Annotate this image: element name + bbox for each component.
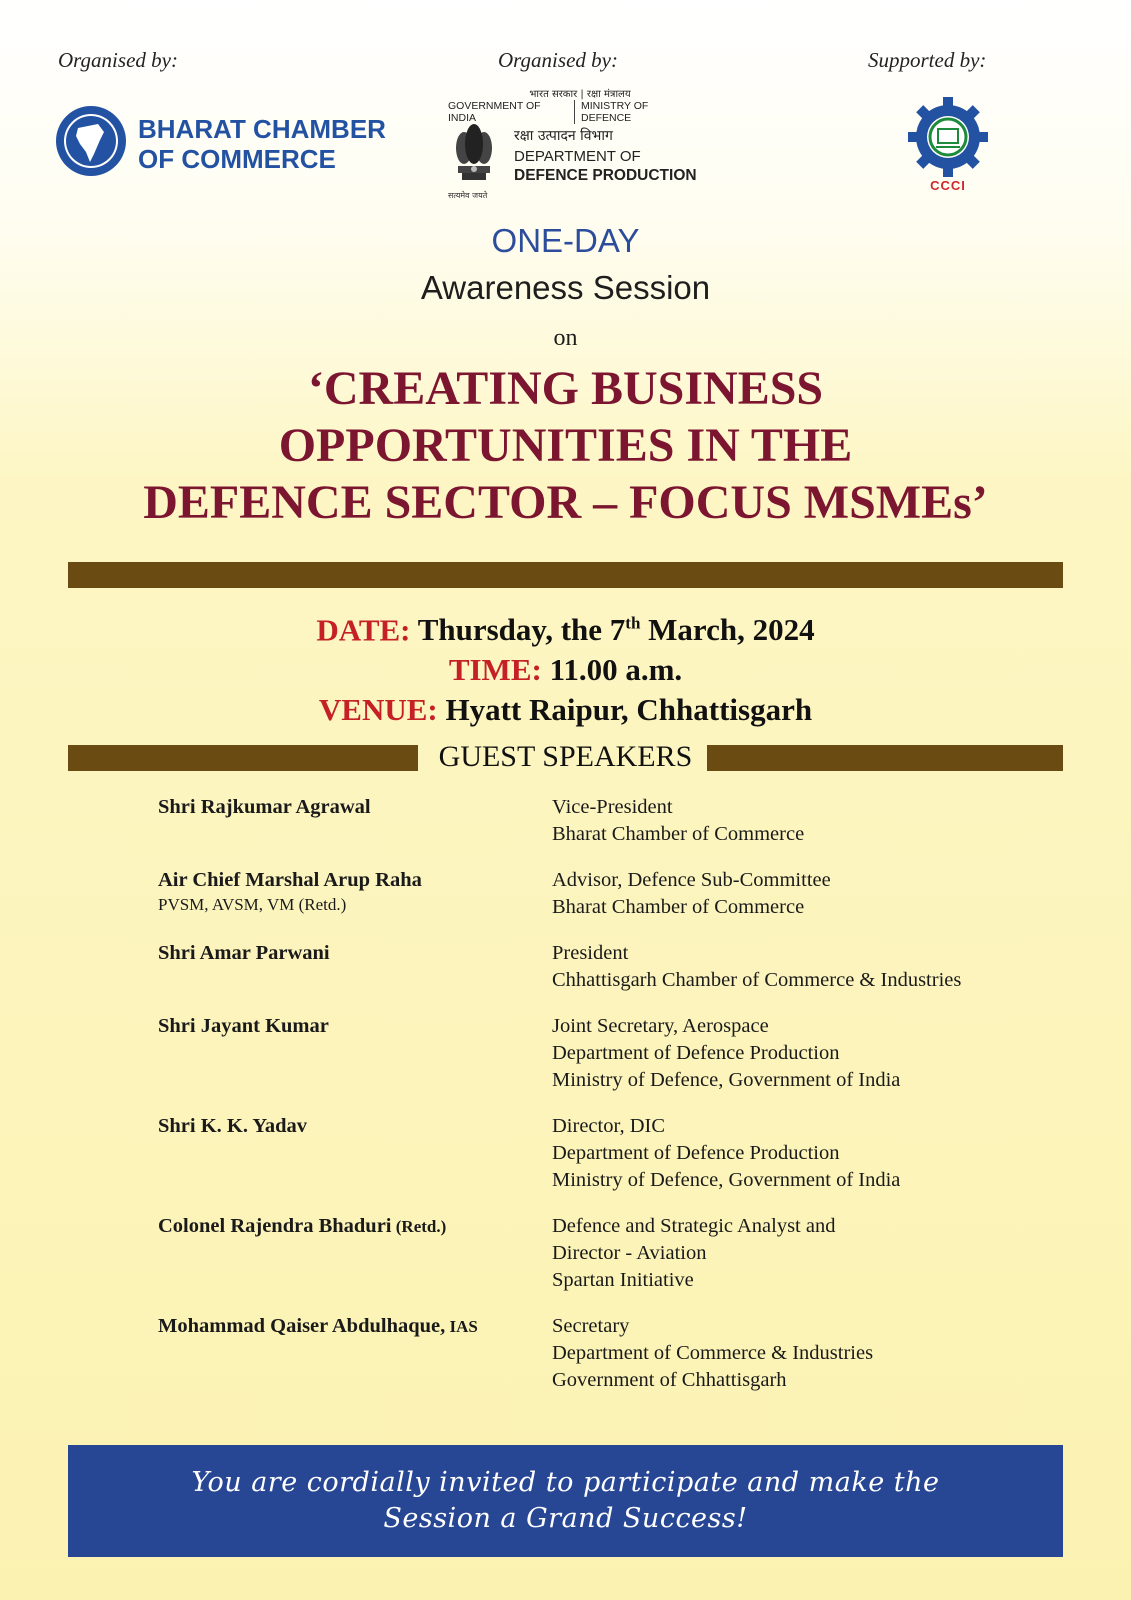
speaker-role: President Chhattisgarh Chamber of Commerce & Industries: [552, 942, 962, 991]
venue-value: Hyatt Raipur, Chhattisgarh: [445, 692, 813, 728]
speaker-name: Shri Jayant Kumar: [158, 1015, 329, 1037]
event-title-line2: OPPORTUNITIES IN THE: [278, 419, 853, 472]
organised-by-label-left: Organised by:: [58, 48, 178, 72]
speaker-role: Director, DIC Department of Defence Production Ministry of Defence, Government of India: [552, 1115, 901, 1191]
organised-by-label-center: Organised by:: [498, 48, 618, 72]
time-label: TIME:: [448, 652, 542, 688]
speaker-name: Shri K. K. Yadav: [158, 1115, 308, 1137]
ddp-line2: DEFENCE PRODUCTION: [514, 167, 697, 184]
date-label: DATE:: [316, 612, 411, 648]
date-line: [0, 604, 1131, 650]
speaker-row: [158, 1213, 1058, 1294]
speaker-role: Defence and Strategic Analyst and Director - Aviation Spartan Initiative: [552, 1215, 836, 1291]
event-details: [0, 604, 1131, 730]
invitation-banner: [68, 1445, 1063, 1557]
speaker-name: Colonel Rajendra Bhaduri (Retd.): [158, 1215, 447, 1237]
gov-hindi-row: भारत सरकार | रक्षा मंत्रालय: [529, 89, 631, 100]
divider-bar-top: [68, 562, 1063, 588]
event-title-line1: ‘CREATING BUSINESS: [307, 362, 824, 415]
speaker-honours: PVSM, AVSM, VM (Retd.): [158, 895, 347, 914]
ccci-logo-text: CCCI: [930, 178, 966, 193]
event-title: [0, 360, 1131, 531]
guest-speakers-heading: GUEST SPEAKERS: [438, 740, 693, 773]
venue-label: VENUE:: [318, 692, 438, 728]
gov-hindi-right: रक्षा मंत्रालय: [586, 89, 631, 100]
on-text: on: [553, 325, 578, 351]
speaker-row: [158, 1313, 1058, 1394]
invitation-line2: Session a Grand Success!: [383, 1503, 748, 1534]
speaker-name: Mohammad Qaiser Abdulhaque, IAS: [158, 1315, 478, 1337]
event-kicker: ONE-DAY: [491, 222, 640, 259]
speaker-row: [158, 1113, 1058, 1194]
speaker-row: [158, 867, 1058, 921]
invitation-line1: You are cordially invited to participate and make the: [191, 1467, 940, 1498]
speaker-name: Shri Amar Parwani: [158, 942, 330, 964]
gov-hindi-left: भारत सरकार: [529, 89, 578, 100]
bcc-emblem-icon: [54, 104, 128, 178]
national-emblem-icon: [452, 118, 496, 188]
time-line: [0, 650, 1131, 690]
venue-line: [0, 690, 1131, 730]
speaker-row: [158, 940, 1058, 994]
date-value: Thursday, the 7th March, 2024: [417, 612, 815, 648]
emblem-motto: सत्यमेव जयते: [448, 191, 488, 200]
bcc-name-line1: BHARAT CHAMBER: [138, 114, 386, 144]
speaker-row: [158, 794, 1058, 848]
speaker-role: Vice-President Bharat Chamber of Commerce: [552, 796, 805, 845]
ministry-of-defence: MINISTRY OF DEFENCE: [581, 100, 649, 124]
speaker-role: Secretary Department of Commerce & Industries Government of Chhattisgarh: [552, 1315, 874, 1391]
speaker-row: [158, 1013, 1058, 1094]
ddp-hindi: रक्षा उत्पादन विभाग: [514, 128, 613, 144]
bcc-logo-text: [138, 114, 386, 174]
speaker-role: Advisor, Defence Sub-Committee Bharat Chamber of Commerce: [552, 869, 831, 918]
ddp-line1: DEPARTMENT OF: [514, 148, 641, 165]
supported-by-label: Supported by:: [868, 48, 987, 72]
gov-of-india: GOVERNMENT OF INDIA: [448, 100, 541, 124]
speaker-name: Shri Rajkumar Agrawal: [158, 796, 371, 818]
event-subtitle: Awareness Session: [420, 269, 711, 306]
speakers-list: [158, 794, 1058, 1394]
speaker-role: Joint Secretary, Aerospace Department of Defence Production Ministry of Defence, Government of India: [552, 1015, 901, 1091]
event-title-line3: DEFENCE SECTOR – FOCUS MSMEs’: [143, 476, 988, 529]
speaker-name: Air Chief Marshal Arup Raha PVSM, AVSM, VM (Retd.): [158, 867, 552, 921]
ccci-gear-icon: [906, 95, 990, 179]
bcc-name-line2: OF COMMERCE: [138, 144, 336, 174]
time-value: 11.00 a.m.: [549, 652, 683, 688]
